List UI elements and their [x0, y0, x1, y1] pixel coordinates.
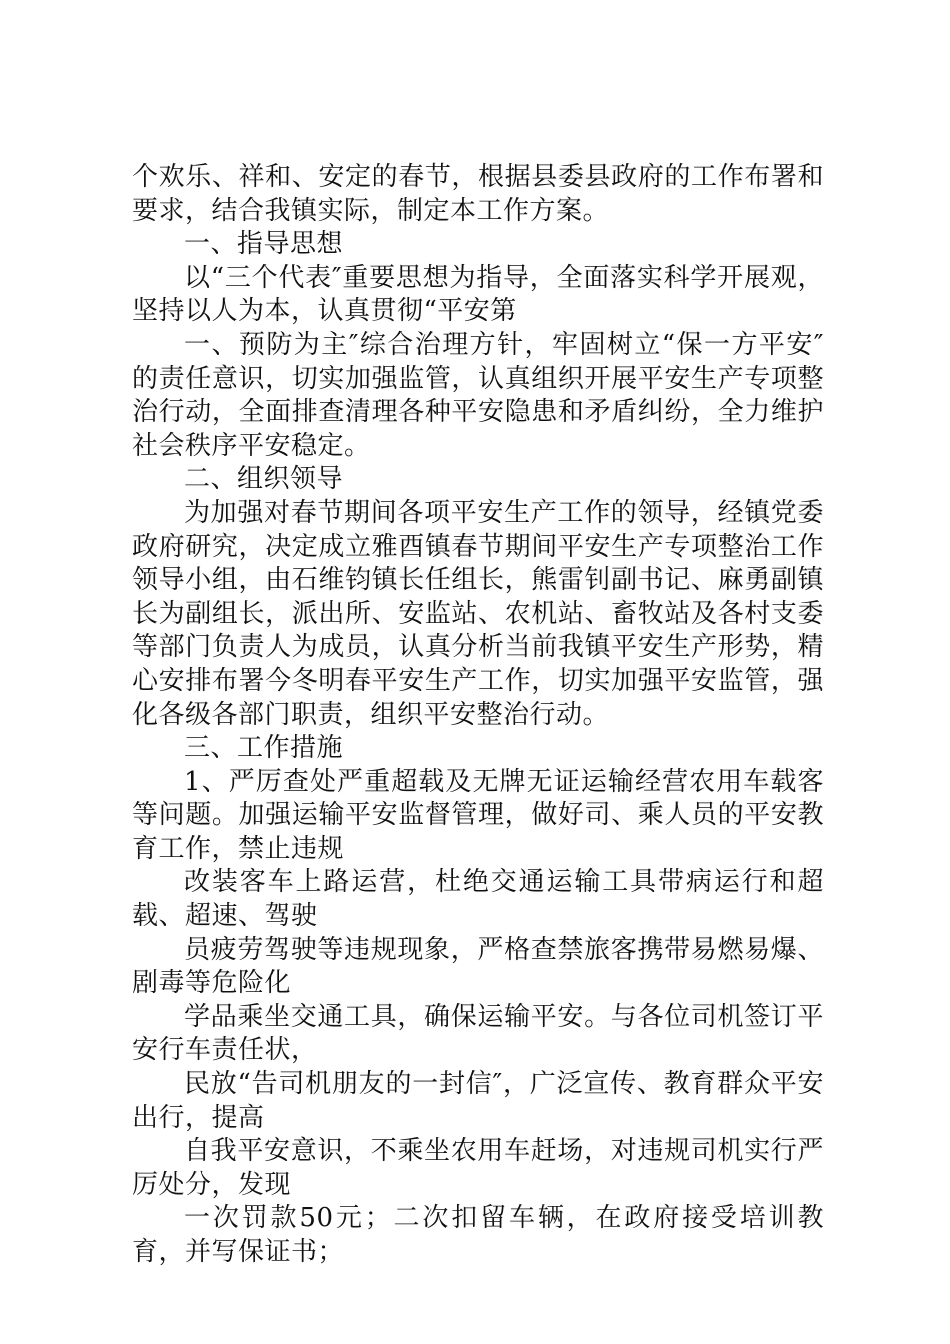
section-heading-work-measures: 三、工作措施 [184, 733, 344, 764]
paragraph-measure-1-cont-a: 改装客车上路运营，杜绝交通运输工具带病运行和超载、超速、驾驶 [132, 867, 824, 932]
paragraph-guiding-ideology: 以“三个代表″重要思想为指导，全面落实科学开展观，坚持以人为本，认真贯彻“平安第 [132, 262, 824, 327]
paragraph-measure-1-cont-b: 员疲劳驾驶等违规现象，严格查禁旅客携带易燃易爆、剧毒等危险化 [132, 934, 824, 999]
section-heading-organization: 二、组织领导 [184, 464, 344, 495]
paragraph-intro-continuation: 个欢乐、祥和、安定的春节，根据县委县政府的工作布署和要求，结合我镇实际，制定本工作方案。 [132, 162, 824, 226]
paragraph-measure-1-cont-c: 学品乘坐交通工具，确保运输平安。与各位司机签订平安行车责任状， [132, 1001, 824, 1066]
paragraph-measure-1-cont-e: 自我平安意识，不乘坐农用车赶场，对违规司机实行严厉处分，发现 [132, 1136, 824, 1200]
paragraph-measure-1-cont-d: 民放“告司机朋友的一封信″，广泛宣传、教育群众平安出行，提高 [132, 1069, 824, 1133]
paragraph-measure-1-cont-f: 一次罚款50元；二次扣留车辆，在政府接受培训教育，并写保证书； [132, 1203, 824, 1267]
document-body [132, 161, 824, 1270]
section-heading-guiding-ideology: 一、指导思想 [184, 229, 344, 260]
paragraph-measure-1: 1、严厉查处严重超载及无牌无证运输经营农用车载客等问题。加强运输平安监督管理，做好司、乘人员的平安教育工作，禁止违规 [132, 766, 824, 864]
paragraph-guiding-policy: 一、预防为主″综合治理方针，牢固树立“保一方平安″的责任意识，切实加强监管，认真组织开展平安生产专项整治行动，全面排查清理各种平安隐患和矛盾纠纷，全力维护社会秩序平安稳定。 [132, 329, 824, 461]
paragraph-organization: 为加强对春节期间各项平安生产工作的领导，经镇党委政府研究，决定成立雅酉镇春节期间平安生产专项整治工作领导小组，由石维钧镇长任组长，熊雷钊副书记、麻勇副镇长为副组长，派出所、安监站、农机站、畜牧站及各村支委等部门负责人为成员，认真分析当前我镇平安生产形势，精心安排布署今冬明春平安生产工作，切实加强平安监管，强化各级各部门职责，组织平安整治行动。 [132, 497, 824, 730]
